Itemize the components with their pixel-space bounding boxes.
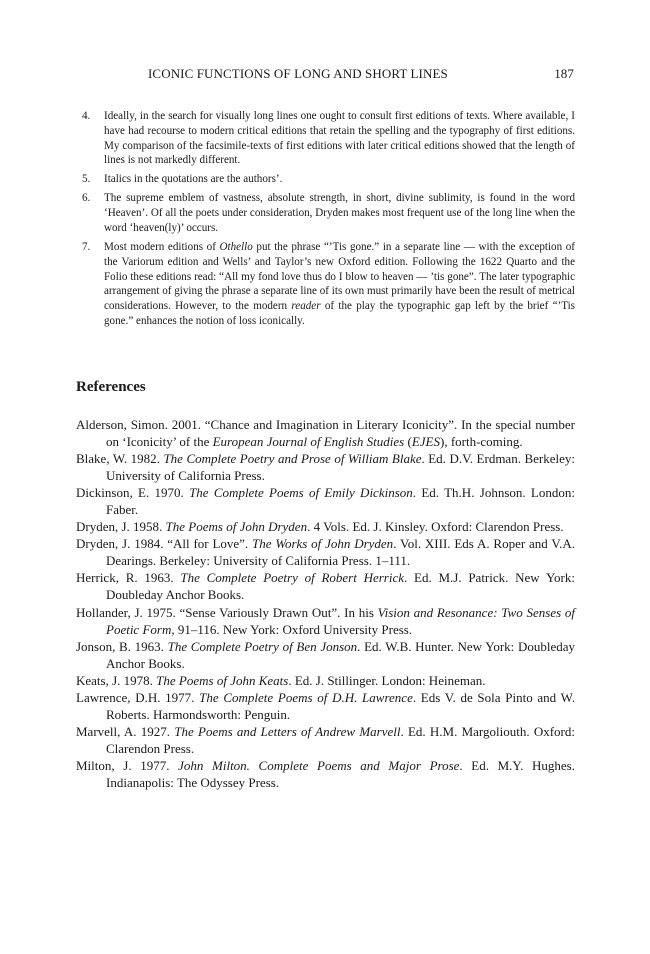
endnote-body bbox=[104, 109, 575, 168]
reference-entry bbox=[76, 672, 575, 689]
endnote-number: 6. bbox=[82, 192, 91, 205]
reference-italic-text: The Poems and Letters of Andrew Marvell bbox=[174, 723, 401, 739]
references-list bbox=[76, 416, 575, 791]
reference-text: Lawrence, D.H. 1977. bbox=[76, 689, 200, 705]
reference-italic-text: The Complete Poems of Emily Dickinson bbox=[189, 485, 413, 501]
reference-text: . Ed. W.B. Hunter. New York: Doubleday Anchor Books. bbox=[106, 638, 576, 671]
reference-text: Blake, W. 1982. bbox=[76, 451, 164, 467]
reference-italic-text: The Poems of John Keats bbox=[156, 672, 289, 688]
reference-italic-text: EJES bbox=[411, 434, 440, 449]
reference-entry bbox=[76, 569, 575, 603]
endnote bbox=[76, 191, 575, 235]
endnote-text: Italics in the quotations are the authors’. bbox=[104, 173, 283, 186]
reference-italic-text: The Complete Poems of D.H. Lawrence bbox=[199, 689, 413, 705]
reference-entry bbox=[76, 723, 575, 757]
reference-entry bbox=[76, 450, 575, 484]
reference-entry bbox=[76, 535, 575, 569]
reference-entry bbox=[76, 638, 575, 672]
endnote-body bbox=[104, 240, 575, 329]
reference-entry bbox=[76, 604, 575, 638]
reference-text: Hollander, J. 1975. “Sense Variously Drawn Out”. In his bbox=[76, 604, 378, 620]
endnote bbox=[76, 240, 575, 329]
reference-text: Dryden, J. 1984. “All for Love”. bbox=[76, 536, 252, 552]
endnote-body bbox=[104, 172, 575, 187]
reference-italic-text: The Complete Poetry and Prose of William Blake bbox=[163, 451, 422, 467]
reference-text: Keats, J. 1978. bbox=[76, 672, 157, 688]
page-number: 187 bbox=[554, 66, 574, 81]
running-title: ICONIC FUNCTIONS OF LONG AND SHORT LINES bbox=[148, 66, 448, 81]
endnote-text: Most modern editions of bbox=[104, 240, 220, 253]
reference-text: . Ed. H.M. Margoliouth. Oxford: Clarendon Press. bbox=[106, 723, 575, 756]
reference-text: ( bbox=[404, 434, 412, 449]
reference-text: . Ed. M.J. Patrick. New York: Doubleday Anchor Books. bbox=[106, 570, 575, 603]
reference-italic-text: The Complete Poetry of Ben Jonson bbox=[167, 638, 358, 654]
reference-text: Milton, J. 1977. bbox=[76, 758, 179, 774]
reference-text: . Vol. XIII. Eds A. Roper and V.A. Dearings. Berkeley: University of California Press. 1–111. bbox=[106, 536, 575, 569]
endnote-italic-text: reader bbox=[291, 300, 321, 313]
endnote bbox=[76, 172, 575, 187]
reference-entry bbox=[76, 757, 575, 791]
reference-text: Marvell, A. 1927. bbox=[76, 723, 175, 739]
reference-italic-text: Vision and Resonance: Two Senses of Poetic Form bbox=[106, 604, 576, 637]
reference-text: Dickinson, E. 1970. bbox=[76, 485, 190, 501]
endnotes bbox=[76, 109, 575, 333]
endnote-number: 7. bbox=[82, 240, 91, 253]
references-heading: References bbox=[76, 379, 146, 395]
endnote bbox=[76, 109, 575, 168]
reference-text: . Ed. M.Y. Hughes. Indianapolis: The Odyssey Press. bbox=[106, 758, 575, 791]
reference-entry bbox=[76, 416, 575, 450]
reference-italic-text: The Works of John Dryden bbox=[252, 536, 394, 552]
endnote-number: 4. bbox=[82, 110, 91, 122]
endnote-number: 5. bbox=[82, 173, 91, 186]
endnote-text: Ideally, in the search for visually long lines one ought to consult first editions of texts. Where available, I have had recourse to modern critical editions that retain the spelling and the typography of first editions. My comparison of the facsimile-texts of first editions with later critical editions showed that the length of lines is not markedly different. bbox=[104, 110, 575, 167]
endnote-text: The supreme emblem of vastness, absolute strength, in short, divine sublimity, is found in the word ‘Heaven’. Of all the poets under consideration, Dryden makes most frequent use of the long line when the word ‘heaven(ly)’ occurs. bbox=[104, 192, 575, 234]
endnote-text: put the phrase “’Tis gone.” in a separate line — with the exception of the Variorum edition and Wells’ and Taylor’s new Oxford edition. Following the 1622 Quarto and the Folio these editions read: “All my fond love thus do I blow to heaven — ’tis gone”. The later typographic arrangement of giving the phrase a separate line of its own must primarily have been the result of metrical considerations. However, to the modern bbox=[104, 240, 575, 313]
reference-text: Dryden, J. 1958. bbox=[76, 519, 166, 535]
reference-text: . Ed. D.V. Erdman. Berkeley: University of California Press. bbox=[106, 451, 575, 484]
endnote-text: of the play the typographic gap left by the brief “’Tis gone.” enhances the notion of loss iconically. bbox=[104, 300, 575, 327]
reference-text: Jonson, B. 1963. bbox=[76, 638, 168, 654]
reference-entry bbox=[76, 518, 575, 535]
reference-italic-text: The Poems of John Dryden bbox=[165, 519, 308, 535]
reference-text: . Ed. J. Stillinger. London: Heineman. bbox=[288, 672, 486, 688]
reference-italic-text: The Complete Poetry of Robert Herrick bbox=[180, 570, 405, 586]
reference-entry bbox=[76, 689, 575, 723]
reference-text: . 4 Vols. Ed. J. Kinsley. Oxford: Clarendon Press. bbox=[307, 519, 564, 535]
reference-italic-text: European Journal of English Studies bbox=[212, 434, 405, 449]
reference-text: Alderson, Simon. 2001. “Chance and Imagination in Literary Iconicity”. In the special number on ‘Iconicity’ of the bbox=[76, 417, 575, 449]
reference-text: . Ed. Th.H. Johnson. London: Faber. bbox=[106, 485, 575, 518]
reference-entry bbox=[76, 484, 575, 518]
endnote-italic-text: Othello bbox=[219, 240, 253, 253]
reference-italic-text: John Milton. Complete Poems and Major Prose bbox=[178, 758, 460, 774]
reference-text: , 91–116. New York: Oxford University Press. bbox=[171, 621, 413, 637]
reference-text: . Eds V. de Sola Pinto and W. Roberts. Harmondsworth: Penguin. bbox=[106, 689, 575, 722]
endnote-body bbox=[104, 191, 575, 235]
reference-text: ), forth-coming. bbox=[439, 434, 523, 449]
reference-text: Herrick, R. 1963. bbox=[76, 570, 181, 586]
